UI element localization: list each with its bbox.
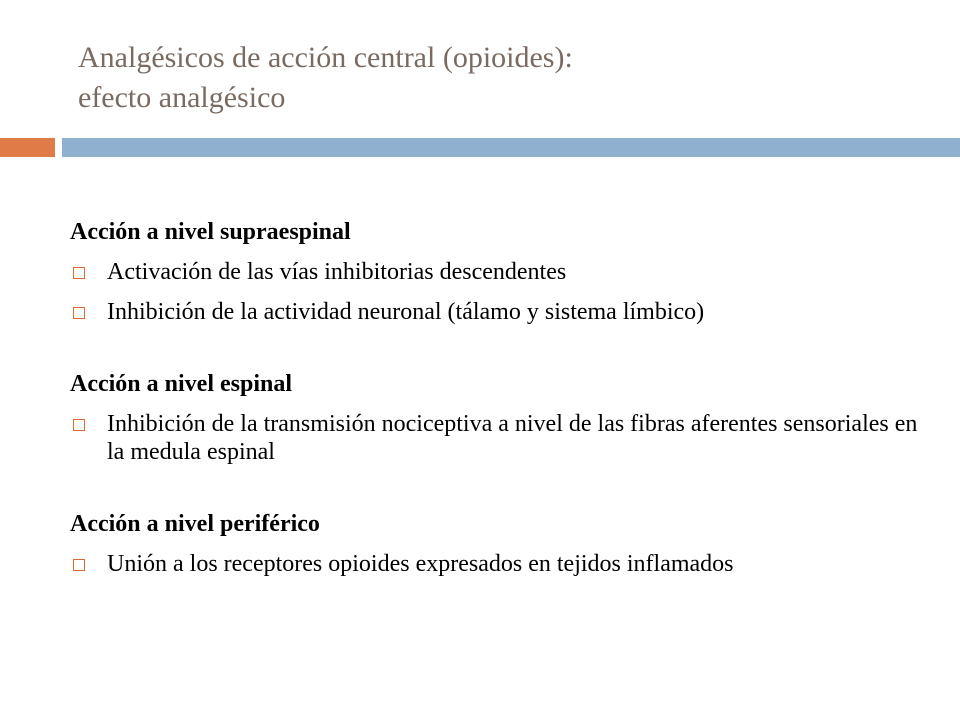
section-periferico (70, 510, 940, 578)
section-heading: Acción a nivel supraespinal (70, 219, 351, 245)
square-bullet-icon (73, 419, 85, 431)
list-item (70, 410, 940, 466)
accent-bar (0, 138, 55, 157)
bullet-text: Inhibición de la actividad neuronal (tálamo y sistema límbico) (107, 299, 705, 325)
square-bullet-icon (73, 559, 85, 571)
title-line-1: Analgésicos de acción central (opioides): (78, 41, 573, 74)
title-line-2: efecto analgésico (78, 81, 286, 114)
bullet-text: Activación de las vías inhibitorias descendentes (107, 259, 567, 285)
square-bullet-icon (73, 267, 85, 279)
slide-title (78, 38, 918, 118)
list-item (70, 550, 940, 578)
section-supraespinal (70, 218, 940, 326)
section-espinal (70, 370, 940, 466)
slide-content (70, 218, 940, 622)
section-heading: Acción a nivel espinal (70, 371, 293, 397)
list-item (70, 298, 940, 326)
square-bullet-icon (73, 307, 85, 319)
title-divider-bar (62, 138, 960, 157)
list-item (70, 258, 940, 286)
section-heading: Acción a nivel periférico (70, 511, 320, 537)
bullet-text: Unión a los receptores opioides expresados en tejidos inflamados (107, 551, 734, 577)
bullet-text: Inhibición de la transmisión nociceptiva a nivel de las fibras aferentes sensoriales en la medula espinal (107, 411, 918, 465)
